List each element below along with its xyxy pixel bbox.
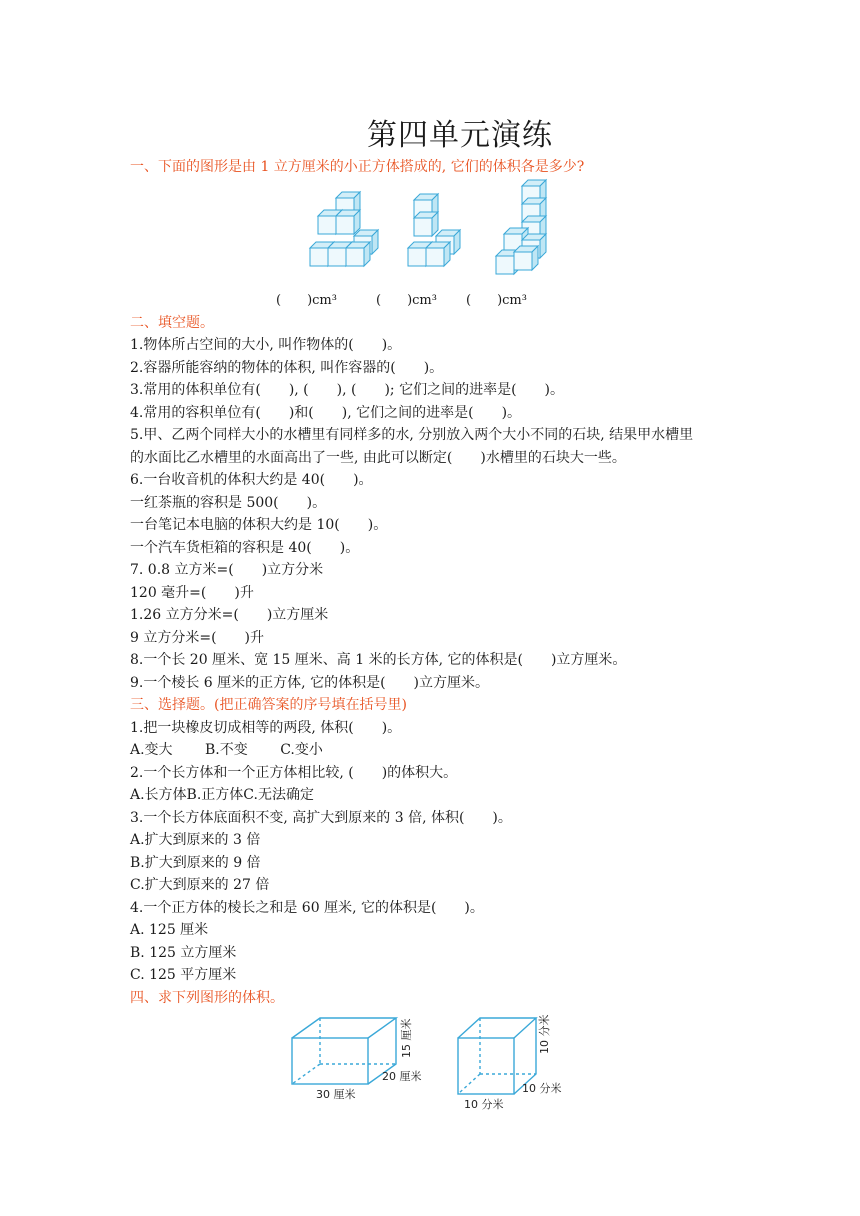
answer-blank-3[interactable]: ( )cm³ <box>466 293 527 308</box>
choice-line: A.变大 B.不变 C.变小 <box>130 742 323 758</box>
choice-line: 1.把一块橡皮切成相等的两段, 体积( )。 <box>130 720 402 736</box>
choice-line: A. 125 厘米 <box>130 922 209 938</box>
fill-line: 9 立方分米=( )升 <box>130 630 265 646</box>
cube-height-edge-label: 10 分米 <box>538 1014 551 1054</box>
cuboid-figure <box>286 1010 436 1106</box>
choice-line: C. 125 平方厘米 <box>130 967 237 983</box>
fill-line: 9.一个棱长 6 厘米的正方体, 它的体积是( )立方厘米。 <box>130 675 489 691</box>
cube-side-edge-label: 10 分米 <box>522 1082 562 1095</box>
fill-line: 7. 0.8 立方米=( )立方分米 <box>130 562 324 578</box>
choice-line: B. 125 立方厘米 <box>130 945 237 961</box>
fill-line: 1.26 立方分米=( )立方厘米 <box>130 607 329 623</box>
cuboid-length-label: 30 厘米 <box>316 1088 356 1101</box>
section4-heading: 四、求下列图形的体积。 <box>130 990 284 1006</box>
fill-line: 4.常用的容积单位有( )和( ), 它们之间的进率是( )。 <box>130 405 522 421</box>
answer-blank-1[interactable]: ( )cm³ <box>276 293 337 308</box>
choice-line: A.长方体B.正方体C.无法确定 <box>130 787 314 803</box>
cube-figure-2 <box>408 194 460 266</box>
cuboid-width-label: 20 厘米 <box>382 1070 422 1083</box>
fill-line: 一台笔记本电脑的体积大约是 10( )。 <box>130 517 388 533</box>
choice-line: 3.一个长方体底面积不变, 高扩大到原来的 3 倍, 体积( )。 <box>130 810 512 826</box>
fill-line: 一个汽车货柜箱的容积是 40( )。 <box>130 540 360 556</box>
fill-line: 5.甲、乙两个同样大小的水槽里有同样多的水, 分别放入两个大小不同的石块, 结果甲水槽里 <box>130 427 694 443</box>
fill-line: 的水面比乙水槽里的水面高出了一些, 由此可以断定( )水槽里的石块大一些。 <box>130 450 626 466</box>
cube-figure-1 <box>310 192 378 266</box>
section2-heading: 二、填空题。 <box>130 315 214 331</box>
section1-heading: 一、下面的图形是由 1 立方厘米的小正方体搭成的, 它们的体积各是多少? <box>130 159 585 175</box>
fill-line: 8.一个长 20 厘米、宽 15 厘米、高 1 米的长方体, 它的体积是( )立方厘米。 <box>130 652 627 668</box>
choice-line: C.扩大到原来的 27 倍 <box>130 877 270 893</box>
fill-line: 1.物体所占空间的大小, 叫作物体的( )。 <box>130 337 402 353</box>
cube-figures <box>300 178 560 278</box>
cube-front-edge-label: 10 分米 <box>464 1098 504 1111</box>
fill-line: 一红茶瓶的容积是 500( )。 <box>130 495 327 511</box>
fill-line: 120 毫升=( )升 <box>130 585 254 601</box>
choice-line: 2.一个长方体和一个正方体相比较, ( )的体积大。 <box>130 765 458 781</box>
fill-line: 6.一台收音机的体积大约是 40( )。 <box>130 472 373 488</box>
cube-figure <box>452 1010 576 1114</box>
fill-line: 3.常用的体积单位有( ), ( ), ( ); 它们之间的进率是( )。 <box>130 382 565 398</box>
cube-figure-3 <box>496 180 546 274</box>
cuboid-height-label: 15 厘米 <box>400 1018 413 1058</box>
fill-line: 2.容器所能容纳的物体的体积, 叫作容器的( )。 <box>130 360 444 376</box>
section3-heading: 三、选择题。(把正确答案的序号填在括号里) <box>130 697 407 713</box>
choice-line: A.扩大到原来的 3 倍 <box>130 832 261 848</box>
page-title: 第四单元演练 <box>367 118 553 153</box>
choice-line: 4.一个正方体的棱长之和是 60 厘米, 它的体积是( )。 <box>130 900 484 916</box>
answer-blank-2[interactable]: ( )cm³ <box>376 293 437 308</box>
choice-line: B.扩大到原来的 9 倍 <box>130 855 261 871</box>
